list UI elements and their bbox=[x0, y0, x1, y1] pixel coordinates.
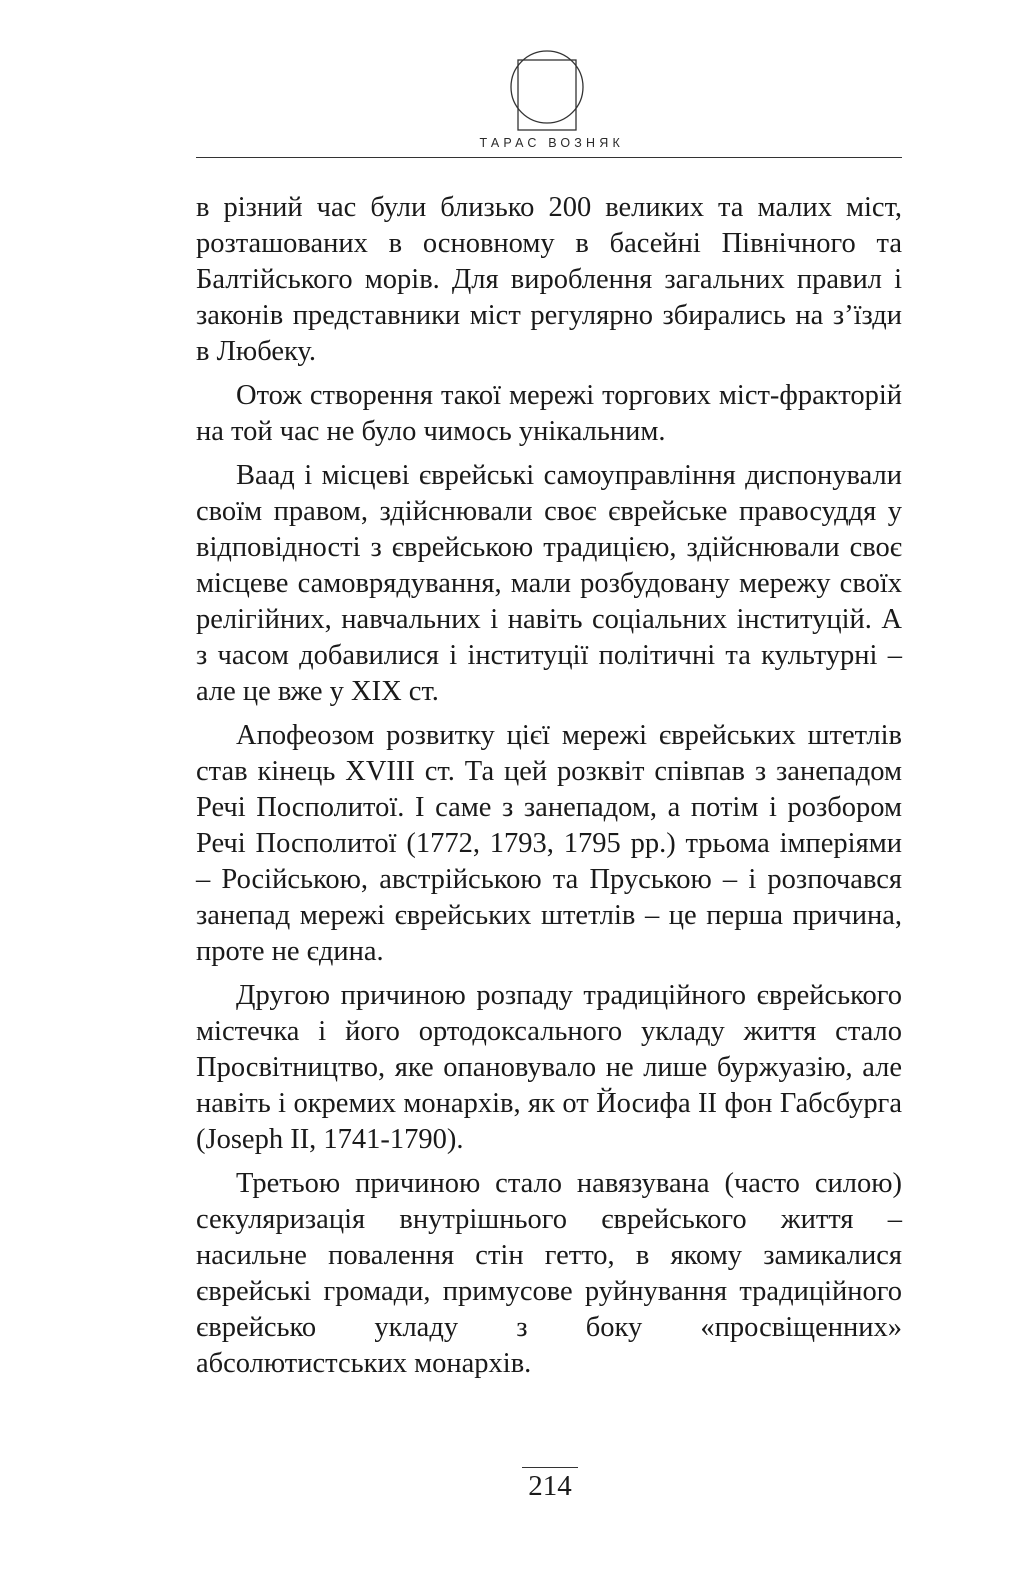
running-header-author: ТАРАС ВОЗНЯК bbox=[479, 136, 624, 150]
paragraph-4: Апофеозом розвитку цієї мережі єврейських штетлів став кінець XVIII ст. Та цей розквіт співпав з занепадом Речі Посполитої. І саме з занепадом, а потім і розбором Речі Посполитої (1772, 1793, 1795 рр.) трьома імперіями – Російською, австрійською та Пруською – і розпочався занепад мережі єврейських штетлів – це перша причина, проте не єдина. bbox=[196, 720, 902, 967]
page-number bbox=[0, 1467, 1024, 1504]
publisher-logo-icon bbox=[510, 48, 584, 132]
paragraph-3: Ваад і місцеві єврейські самоуправління диспонували своїм правом, здійснювали своє єврейське правосуддя у відповідності з єврейською традицією, здійснювали своє місцеве самоврядування, мали розбудовану мережу своїх релігійних, навчальних і навіть соціальних інституцій. А з часом добавилися і інституції політичні та культурні – але це вже у ХІХ ст. bbox=[196, 460, 902, 707]
paragraph-2: Отож створення такої мережі торгових міст-фракторій на той час не було чимось унікальним. bbox=[196, 380, 902, 447]
paragraph-1: в різний час були близько 200 великих та малих міст, розташованих в основному в басейні Північного та Балтійського морів. Для вироблення загальних правил і законів представники міст регулярно збирались на з’їзди в Любеку. bbox=[196, 192, 902, 367]
page-number-label: 214 bbox=[522, 1467, 578, 1504]
header-rule bbox=[196, 157, 902, 158]
page-body bbox=[196, 190, 902, 1390]
paragraph-6: Третьою причиною стало навязувана (часто силою) секуляризація внутрішнього єврейського життя – насильне повалення стін гетто, в якому замикалися єврейські громади, примусове руйнування традиційного єврейсько укладу з боку «просвіщенних» абсолютистських монархів. bbox=[196, 1168, 902, 1379]
paragraph-5: Другою причиною розпаду традиційного єврейського містечка і його ортодоксального укладу життя стало Просвітництво, яке опановувало не лише буржуазію, але навіть і окремих монархів, як от Йосифа ІІ фон Габсбурга (Joseph II, 1741-1790). bbox=[196, 980, 902, 1155]
